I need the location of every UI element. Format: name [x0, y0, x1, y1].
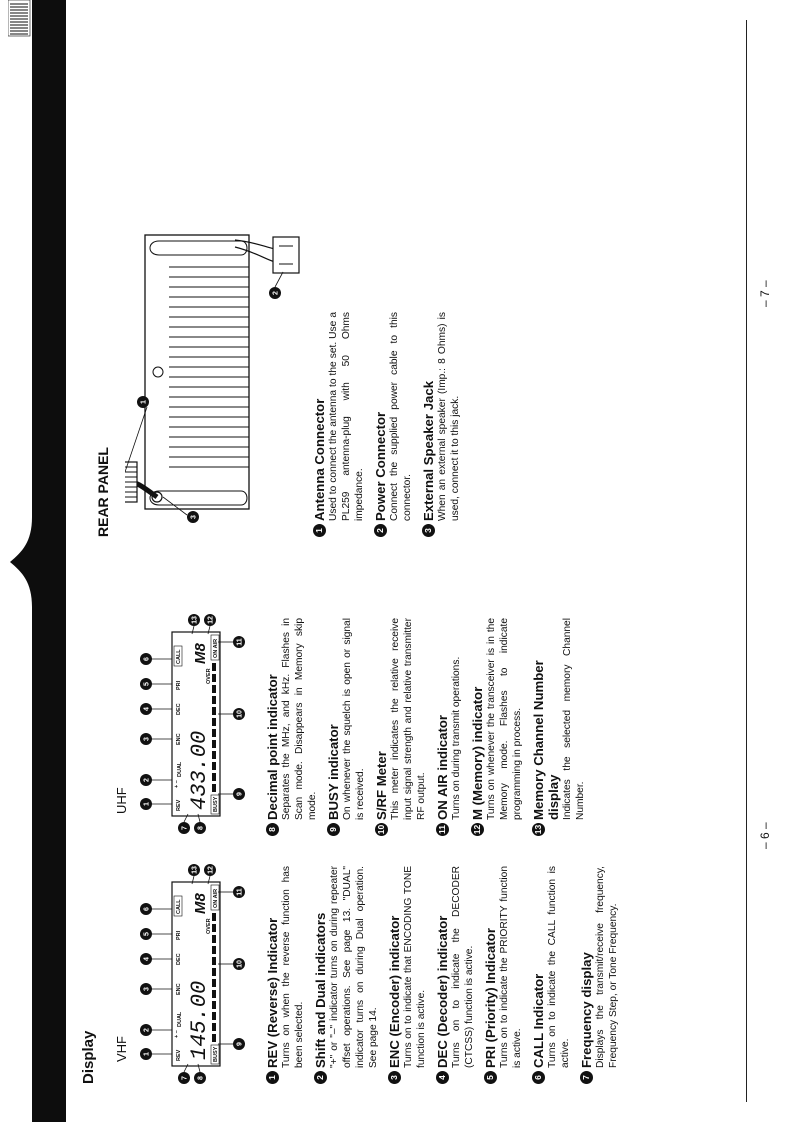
item-title: ENC (Encoder) indicator [387, 915, 402, 1068]
callout-number: 10 [236, 960, 244, 968]
busy-label: BUSY [213, 1046, 219, 1062]
item-description: Turns on to indicate the DECODER (CTCSS) function is active. [451, 866, 475, 1068]
list-item [374, 618, 428, 836]
callout-number: 2 [272, 291, 280, 295]
item-description: Connect the supplied power cable to this connector. [389, 312, 413, 521]
item-description: Turns on to indicate the PRIORITY function is active. [499, 866, 523, 1068]
list-item [435, 618, 463, 836]
list-item [312, 312, 366, 537]
item-description: When an external speaker (Imp.: 8 Ohms) is used, connect it to this jack. [437, 312, 461, 521]
uhf-sr-meter [212, 663, 216, 792]
callout-number: 2 [143, 778, 151, 782]
item-title: Shift and Dual indicators [313, 912, 328, 1068]
list-item [373, 312, 414, 537]
list-item [470, 618, 524, 836]
callout-number: 13 [191, 616, 199, 624]
callout-number: 9 [236, 792, 244, 796]
list-item [435, 866, 476, 1084]
list-item [265, 618, 319, 836]
rear-panel-diagram [125, 217, 300, 527]
callout-number: 6 [143, 907, 151, 911]
callout-number: 13 [191, 866, 199, 874]
plus-minus-label: + – [174, 780, 180, 788]
rear-panel-heading: REAR PANEL [95, 447, 111, 537]
uhf-lcd-diagram [138, 604, 248, 834]
item-description: "+" or "–" indicator turns on during repeater offset operations. See page 13. "DUAL" indicator turns on during Dual operation. See page 14. [329, 866, 379, 1068]
call-label: CALL [176, 899, 182, 914]
callout-number: 8 [197, 1076, 205, 1080]
callout-number: 11 [236, 638, 244, 646]
callout-number: 8 [197, 826, 205, 830]
item-title: Decimal point indicator [265, 674, 280, 820]
item-number: 6 [532, 1071, 545, 1084]
item-description: Turns on during transmit operations. [451, 656, 462, 820]
page-number-right: – 7 – [758, 280, 772, 307]
plus-minus-label: + – [174, 1030, 180, 1038]
item-title: DEC (Decoder) indicator [435, 915, 450, 1068]
callout-number: 9 [236, 1042, 244, 1046]
item-title: REV (Reverse) Indicator [265, 917, 280, 1068]
over-label: OVER [206, 918, 212, 934]
item-title: Power Connector [373, 411, 388, 521]
callout-number: 4 [143, 707, 151, 711]
vhf-label: VHF [114, 1036, 129, 1062]
on-air-label: ON AIR [213, 888, 219, 908]
item-description: Turns on to indicate that ENCODING TONE function is active. [403, 866, 427, 1068]
list-item [326, 618, 367, 836]
item-description: Turns on when the reverse function has been selected. [281, 866, 305, 1068]
item-number: 9 [327, 823, 340, 836]
callout-number: 1 [143, 802, 151, 806]
vhf-lcd-diagram [138, 854, 248, 1084]
item-number: 12 [472, 824, 482, 835]
enc-label: ENC [176, 983, 182, 995]
uhf-frequency-display: 433.00 [187, 730, 212, 810]
dec-label: DEC [176, 953, 182, 965]
item-title: Antenna Connector [312, 398, 327, 521]
item-number: 1 [313, 524, 326, 537]
item-description: Turns on whenever the transceiver is in the Memory mode. Flashes to indicate programming in process. [486, 618, 523, 820]
call-label: CALL [176, 649, 182, 664]
item-number: 4 [436, 1071, 449, 1084]
list-item [313, 866, 380, 1084]
callout-number: 5 [143, 932, 151, 936]
rear-panel-list [312, 312, 469, 537]
callout-number: 3 [143, 987, 151, 991]
item-description: Displays the transmit/receive frequency, Frequency Step, or Tone Frequency. [595, 866, 619, 1068]
callout-number: 1 [140, 400, 148, 404]
page-number-left: – 6 – [758, 822, 772, 849]
vhf-sr-meter [212, 913, 216, 1042]
callout-number: 2 [143, 1028, 151, 1032]
item-number: 13 [533, 824, 543, 835]
callout-number: 5 [143, 682, 151, 686]
item-title: M (Memory) indicator [470, 686, 485, 820]
right-page [80, 37, 770, 537]
list-item [421, 312, 462, 537]
item-description: Used to connect the antenna to the set. Use a PL259 antenna-plug with 50 Ohms impedance. [328, 312, 365, 521]
rev-label: REV [176, 799, 182, 811]
item-title: PRI (Priority) Indicator [483, 928, 498, 1068]
item-number: 3 [422, 524, 435, 537]
pri-label: PRI [176, 930, 182, 940]
power-connector [273, 237, 299, 273]
indicator-list-col2 [265, 618, 594, 836]
rev-label: REV [176, 1049, 182, 1061]
on-air-label: ON AIR [213, 638, 219, 658]
heatsink-body [145, 235, 249, 509]
callout-number: 10 [236, 710, 244, 718]
left-page [80, 584, 770, 1084]
item-number: 7 [580, 1071, 593, 1084]
list-item [579, 866, 620, 1084]
pri-label: PRI [176, 680, 182, 690]
callout-number: 1 [143, 1052, 151, 1056]
item-title: S/RF Meter [374, 751, 389, 820]
callout-number: 6 [143, 657, 151, 661]
item-title: External Speaker Jack [421, 380, 436, 521]
item-title: BUSY indicator [326, 724, 341, 820]
item-number: 5 [484, 1071, 497, 1084]
list-item [531, 866, 572, 1084]
busy-label: BUSY [213, 796, 219, 812]
list-item [265, 866, 306, 1084]
item-number: 1 [266, 1071, 279, 1084]
callout-number: 11 [236, 888, 244, 896]
vhf-memory-channel: M8 [192, 893, 209, 914]
dual-label: DUAL [177, 761, 183, 777]
item-description: Separates the MHz, and kHz. Flashes in Scan mode. Disappears in Memory skip mode. [281, 618, 318, 820]
enc-label: ENC [176, 733, 182, 745]
callout-number: 7 [181, 826, 189, 830]
item-number: 2 [314, 1071, 327, 1084]
item-number: 3 [388, 1071, 401, 1084]
callout-number: 7 [181, 1076, 189, 1080]
item-title: ON AIR indicator [435, 714, 450, 820]
item-number: 11 [437, 825, 447, 834]
item-title: Memory Channel Number display [531, 660, 561, 820]
footer-rule [746, 20, 747, 1102]
vhf-frequency-display: 145.00 [187, 980, 212, 1060]
uhf-memory-channel: M8 [192, 643, 209, 664]
callout-number: 4 [143, 957, 151, 961]
callout-number: 3 [143, 737, 151, 741]
list-item [387, 866, 428, 1084]
indicator-list-col1 [265, 866, 627, 1084]
item-title: CALL Indicator [531, 973, 546, 1068]
item-description: Turns on to indicate the CALL function is active. [547, 866, 571, 1068]
heatsink-fins [169, 267, 249, 467]
uhf-label: UHF [114, 787, 129, 814]
over-label: OVER [206, 668, 212, 684]
item-description: Indicates the selected memory Channel Number. [562, 618, 586, 820]
header-band [8, 0, 66, 1122]
dual-label: DUAL [177, 1011, 183, 1027]
item-number: 8 [266, 823, 279, 836]
callout-number: 12 [207, 616, 215, 624]
list-item [483, 866, 524, 1084]
item-number: 10 [376, 824, 386, 835]
item-description: On whenever the squelch is open or signal is received. [342, 618, 366, 820]
display-heading: Display [80, 1030, 97, 1084]
dec-label: DEC [176, 703, 182, 715]
item-description: This meter indicates the relative receive input signal strength and relative transmitter RF output. [390, 618, 427, 820]
list-item [531, 618, 587, 836]
callout-number: 3 [190, 515, 198, 519]
item-number: 2 [374, 524, 387, 537]
item-title: Frequency display [579, 952, 594, 1068]
callout-number: 12 [207, 866, 215, 874]
